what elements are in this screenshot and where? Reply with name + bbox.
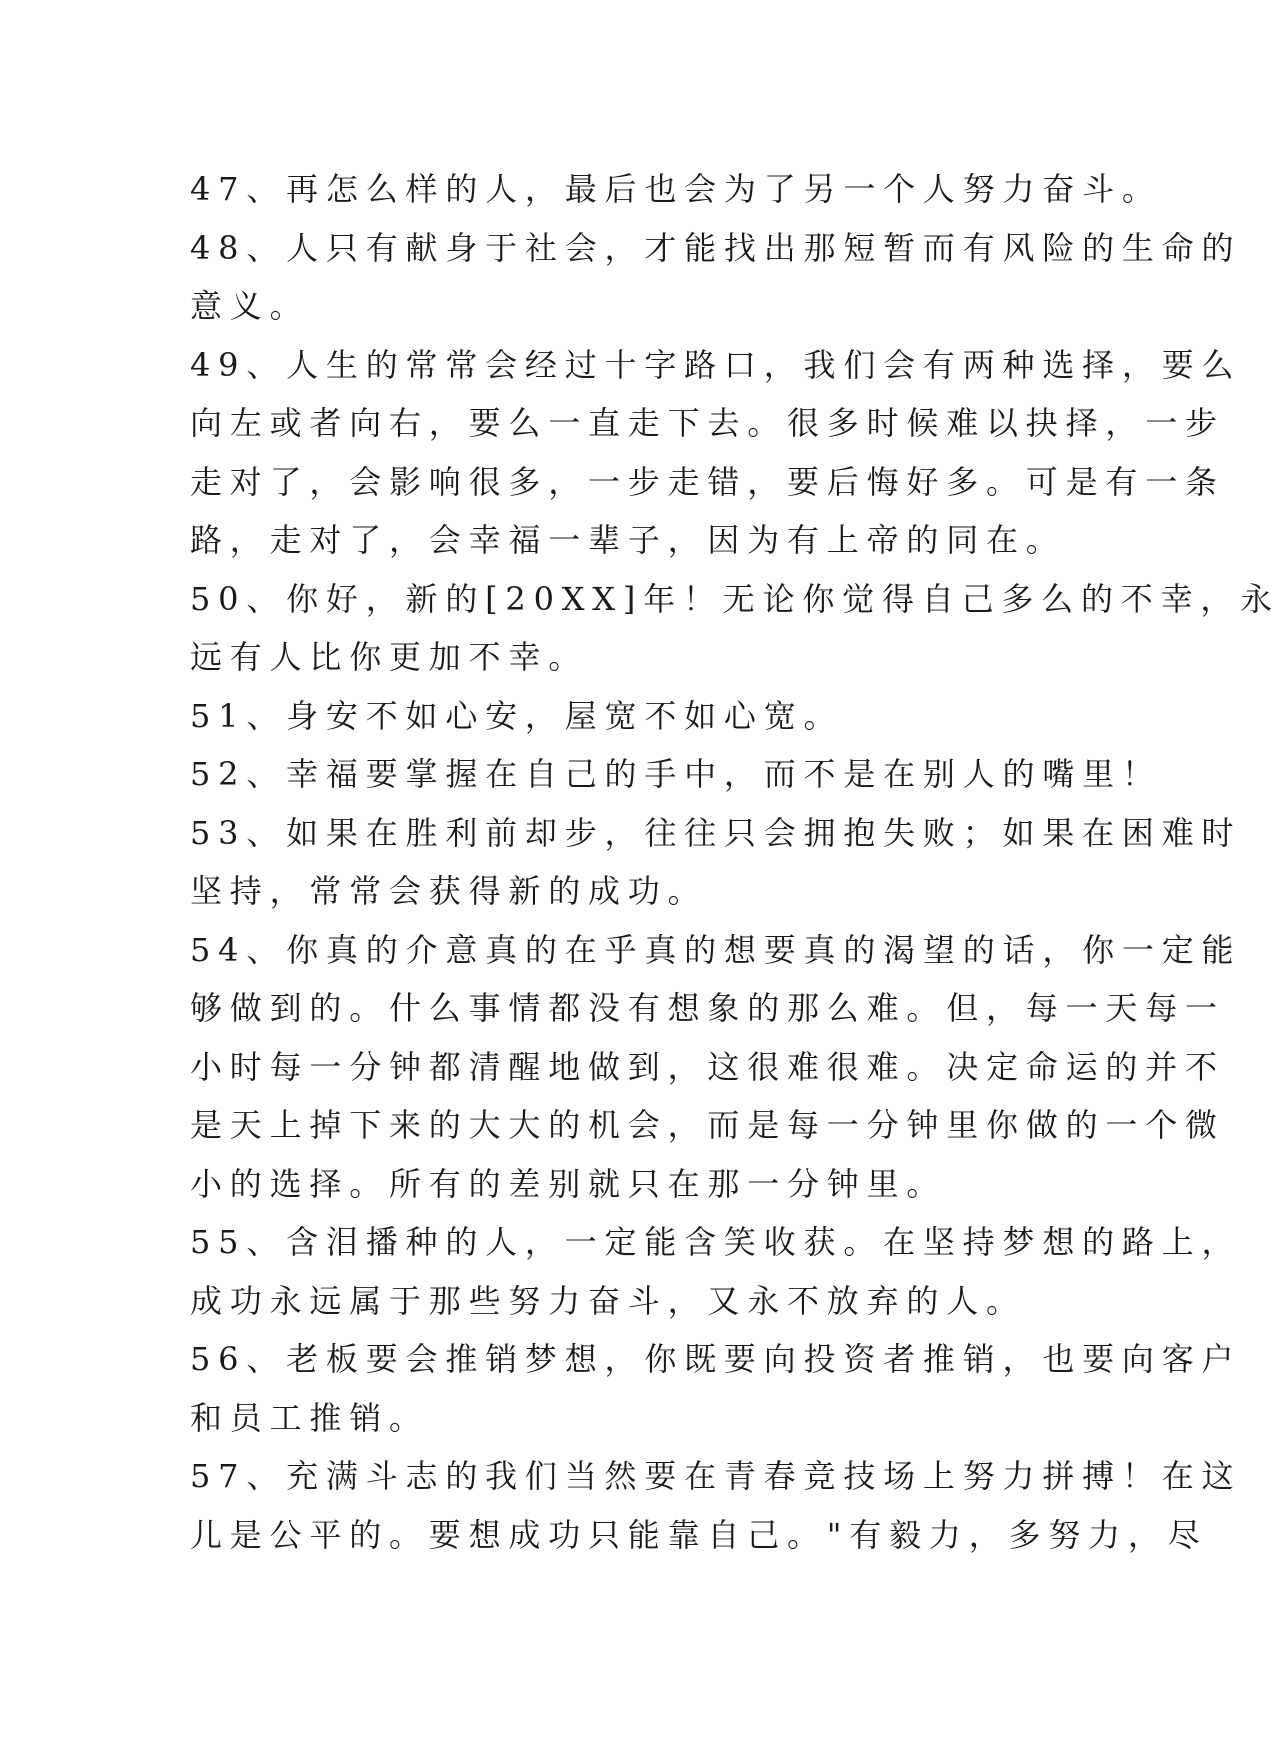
text-line: 是天上掉下来的大大的机会，而是每一分钟里你做的一个微 <box>190 1106 1225 1144</box>
text-line: 52、幸福要掌握在自己的手中，而不是在别人的嘴里！ <box>190 755 1162 793</box>
document-body <box>190 160 1280 1564</box>
text-line: 48、人只有献身于社会，才能找出那短暂而有风险的生命的 <box>190 228 1242 267</box>
text-line: 53、如果在胜利前却步，往往只会拥抱失败；如果在困难时 <box>190 813 1242 852</box>
text-line: 远有人比你更加不幸。 <box>190 638 589 676</box>
text-line: 小时每一分钟都清醒地做到，这很难很难。决定命运的并不 <box>190 1047 1225 1086</box>
text-line: 够做到的。什么事情都没有想象的那么难。但，每一天每一 <box>190 989 1225 1027</box>
text-line: 成功永远属于那些努力奋斗，又永不放弃的人。 <box>190 1281 1026 1320</box>
text-line: 和员工推销。 <box>190 1398 429 1437</box>
text-line: 55、含泪播种的人，一定能含笑收获。在坚持梦想的路上， <box>190 1223 1242 1261</box>
text-line: 51、身安不如心安，屋宽不如心宽。 <box>190 696 844 735</box>
text-line: 49、人生的常常会经过十字路口，我们会有两种选择，要么 <box>190 345 1242 384</box>
text-line: 47、再怎么样的人，最后也会为了另一个人努力奋斗。 <box>190 170 1162 208</box>
text-line: 54、你真的介意真的在乎真的想要真的渴望的话，你一定能 <box>190 930 1242 969</box>
text-line: 走对了，会影响很多，一步走错，要后悔好多。可是有一条 <box>190 462 1225 501</box>
text-line: 56、老板要会推销梦想，你既要向投资者推销，也要向客户 <box>190 1340 1242 1378</box>
text-line: 小的选择。所有的差别就只在那一分钟里。 <box>190 1164 947 1203</box>
text-line: 路，走对了，会幸福一辈子，因为有上帝的同在。 <box>190 521 1066 559</box>
text-line: 50、你好，新的[20XX]年！无论你觉得自己多么的不幸，永 <box>190 579 1280 618</box>
text-line: 意义。 <box>190 287 310 325</box>
text-line: 向左或者向右，要么一直走下去。很多时候难以抉择，一步 <box>190 404 1225 442</box>
text-line: 57、充满斗志的我们当然要在青春竞技场上努力拼搏！在这 <box>190 1457 1242 1495</box>
text-line: 坚持，常常会获得新的成功。 <box>190 872 708 910</box>
text-line: 儿是公平的。要想成功只能靠自己。"有毅力，多努力，尽 <box>190 1515 1208 1554</box>
